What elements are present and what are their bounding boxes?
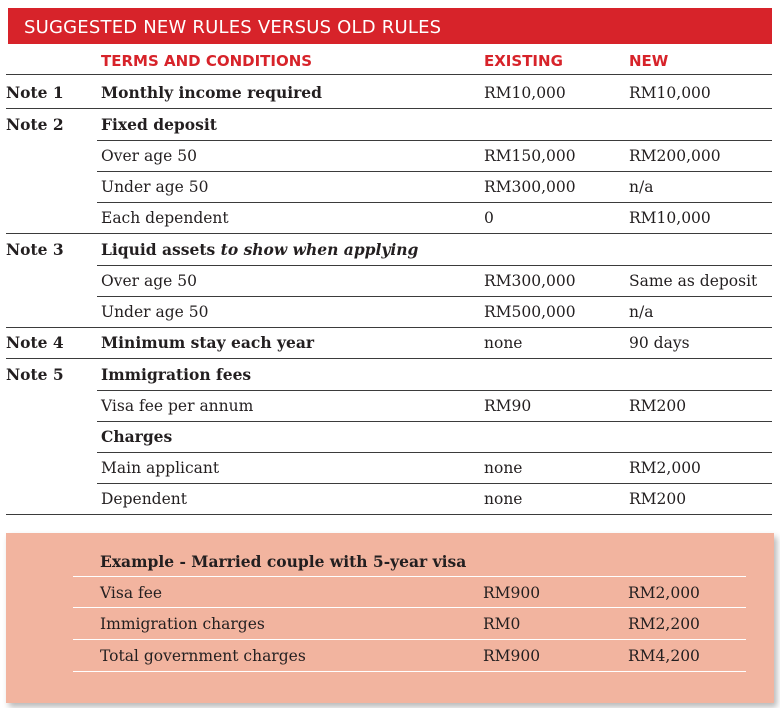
header-existing: EXISTING — [484, 52, 563, 70]
section-rule — [6, 358, 772, 359]
row-term-text: Minimum stay each year — [101, 333, 315, 352]
row-rule — [97, 421, 772, 422]
example-rule — [73, 607, 746, 608]
row-new: RM10,000 — [629, 209, 711, 227]
row-term-text: Immigration fees — [101, 365, 252, 384]
row-rule — [97, 202, 772, 203]
row-new: RM200 — [629, 397, 687, 415]
example-existing: RM900 — [483, 584, 541, 602]
row-rule — [97, 390, 772, 391]
row-term — [101, 489, 187, 509]
row-new: RM2,000 — [629, 459, 701, 477]
title-banner — [8, 8, 772, 44]
row-term — [101, 177, 208, 197]
row-term-text: Over age 50 — [101, 272, 197, 290]
example-bottom-rule — [73, 671, 746, 672]
example-new: RM2,200 — [628, 615, 700, 633]
row-rule — [97, 265, 772, 266]
row-term — [101, 427, 172, 447]
section-rule — [6, 108, 772, 109]
row-term-text: Over age 50 — [101, 147, 197, 165]
row-term-text: Fixed deposit — [101, 115, 217, 134]
row-new: RM200 — [629, 490, 687, 508]
row-term-italic: to show when applying — [220, 240, 419, 259]
row-term — [101, 271, 197, 291]
row-existing: RM500,000 — [484, 303, 576, 321]
row-term — [101, 365, 251, 385]
row-note: Note 3 — [6, 240, 64, 259]
row-term-text: Under age 50 — [101, 303, 209, 321]
row-term-text: Visa fee per annum — [101, 397, 254, 415]
header-rule — [6, 74, 772, 75]
row-term — [101, 333, 314, 353]
row-term — [101, 302, 208, 322]
example-existing: RM0 — [483, 615, 521, 633]
row-term — [101, 83, 322, 103]
row-term — [101, 396, 253, 416]
row-existing: none — [484, 459, 523, 477]
row-note: Note 1 — [6, 83, 64, 102]
example-title: Example - Married couple with 5-year visa — [100, 552, 467, 571]
row-term — [101, 240, 418, 260]
row-existing: RM10,000 — [484, 84, 566, 102]
row-existing: RM90 — [484, 397, 532, 415]
section-rule — [6, 233, 772, 234]
row-note: Note 5 — [6, 365, 64, 384]
section-rule — [6, 327, 772, 328]
row-term — [101, 146, 197, 166]
row-new: RM10,000 — [629, 84, 711, 102]
row-term-text: Charges — [101, 427, 173, 446]
row-term-text: Dependent — [101, 490, 187, 508]
row-new: n/a — [629, 303, 654, 321]
row-term — [101, 115, 217, 135]
example-rule — [73, 639, 746, 640]
row-new: RM200,000 — [629, 147, 721, 165]
row-term-text: Each dependent — [101, 209, 229, 227]
row-new: n/a — [629, 178, 654, 196]
row-term-text: Liquid assets — [101, 240, 216, 259]
example-term: Total government charges — [100, 647, 306, 665]
row-new: 90 days — [629, 334, 690, 352]
example-term: Immigration charges — [100, 615, 265, 633]
row-rule — [97, 296, 772, 297]
row-note: Note 4 — [6, 333, 64, 352]
row-term-text: Under age 50 — [101, 178, 209, 196]
row-note: Note 2 — [6, 115, 64, 134]
example-new: RM4,200 — [628, 647, 700, 665]
row-rule — [97, 171, 772, 172]
row-rule — [97, 452, 772, 453]
row-existing: RM300,000 — [484, 272, 576, 290]
example-box — [6, 533, 774, 703]
table-bottom-rule — [6, 514, 772, 515]
row-existing: none — [484, 490, 523, 508]
row-existing: RM150,000 — [484, 147, 576, 165]
header-new: NEW — [629, 52, 669, 70]
row-new: Same as deposit — [629, 272, 758, 290]
row-term — [101, 208, 229, 228]
row-term-text: Monthly income required — [101, 83, 322, 102]
row-existing: none — [484, 334, 523, 352]
row-term — [101, 458, 219, 478]
row-rule — [97, 140, 772, 141]
example-term: Visa fee — [100, 584, 163, 602]
row-existing: RM300,000 — [484, 178, 576, 196]
header-terms: TERMS AND CONDITIONS — [101, 52, 313, 70]
row-rule — [97, 483, 772, 484]
row-term-text: Main applicant — [101, 459, 220, 477]
page-title: SUGGESTED NEW RULES VERSUS OLD RULES — [24, 17, 442, 38]
example-rule — [73, 576, 746, 577]
example-new: RM2,000 — [628, 584, 700, 602]
example-existing: RM900 — [483, 647, 541, 665]
row-existing: 0 — [484, 209, 494, 227]
